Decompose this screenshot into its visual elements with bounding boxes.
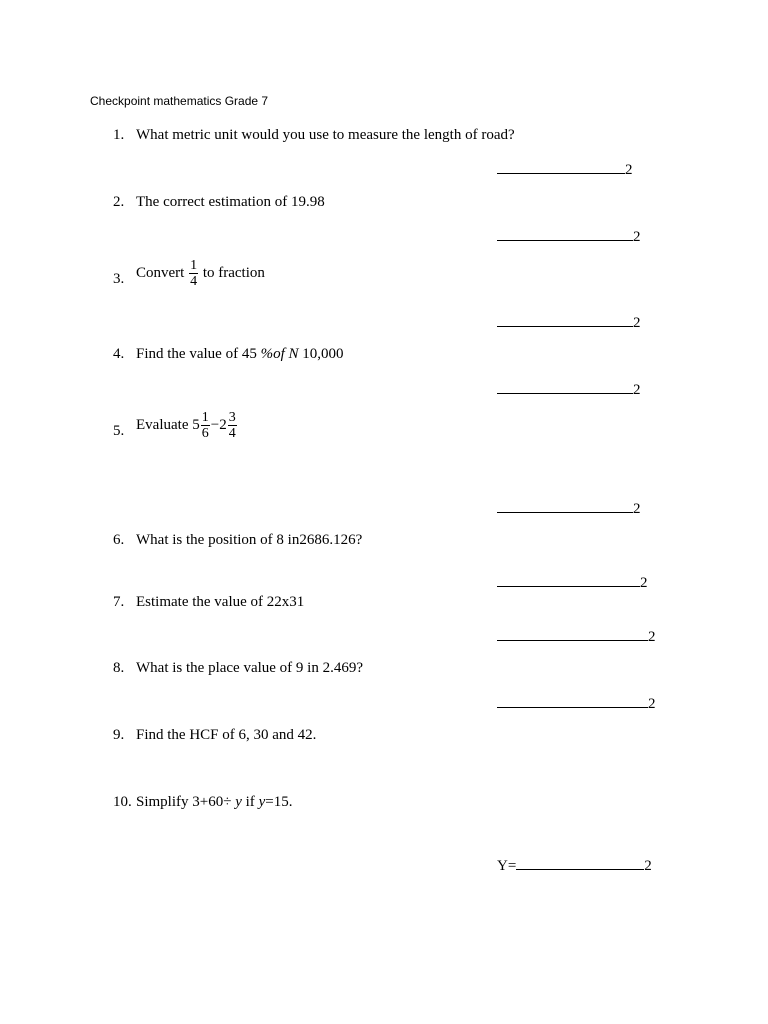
minus-sign: − <box>210 416 220 433</box>
question-number: 6. <box>113 532 125 548</box>
answer-line[interactable] <box>497 572 640 587</box>
text-segment: The correct estimation of <box>136 194 291 210</box>
math-expression: 3+60 <box>192 794 224 810</box>
marks: 2 <box>640 575 648 591</box>
question-number: 9. <box>113 727 125 743</box>
question-number: 7. <box>113 594 125 610</box>
answer-blank-4[interactable] <box>497 379 641 399</box>
answer-blank-5[interactable] <box>497 498 641 518</box>
answer-blank-2[interactable] <box>497 226 641 246</box>
question-text: What is the position of 8 in2686.126? <box>136 532 363 548</box>
text-segment: Convert <box>136 264 189 281</box>
question-number: 5. <box>113 423 125 439</box>
numerator: 1 <box>190 258 198 273</box>
fraction <box>201 410 210 441</box>
marks: 2 <box>633 501 641 517</box>
numerator: 1 <box>201 410 209 425</box>
math-variable: y <box>258 794 266 810</box>
answer-line[interactable] <box>497 379 633 394</box>
question-text <box>136 793 292 811</box>
math-word: of <box>273 346 285 362</box>
question-number: 2. <box>113 194 125 210</box>
answer-line[interactable] <box>497 226 633 241</box>
marks: 2 <box>633 315 641 331</box>
text-segment: if <box>245 794 255 810</box>
answer-prefix: Y= <box>497 858 517 874</box>
marks: 2 <box>625 162 633 178</box>
denominator: 6 <box>201 426 209 441</box>
math-symbol: % <box>260 346 274 362</box>
question-number: 1. <box>113 127 125 143</box>
answer-line[interactable] <box>497 626 648 641</box>
answer-line[interactable] <box>516 855 644 870</box>
question-number: 4. <box>113 346 125 362</box>
denominator: 4 <box>190 274 198 289</box>
answer-blank-3[interactable] <box>497 312 641 332</box>
question-text: Find the HCF of 6, 30 and 42. <box>136 727 317 743</box>
question-text: Estimate the value of 22x31 <box>136 594 305 610</box>
text-segment: Simplify <box>136 794 193 810</box>
math-number: 45 <box>241 346 257 362</box>
question-text: What is the place value of 9 in 2.469? <box>136 660 364 676</box>
math-expression: =15 <box>265 794 289 810</box>
answer-blank-7[interactable] <box>497 626 656 646</box>
math-variable: y <box>235 794 242 810</box>
marks: 2 <box>648 696 656 712</box>
whole-number: 2 <box>219 416 227 433</box>
question-number: 10. <box>113 794 132 810</box>
denominator: 4 <box>228 426 236 441</box>
answer-blank-1[interactable] <box>497 159 633 179</box>
text-segment: Find the value of <box>136 346 242 362</box>
answer-line[interactable] <box>497 693 648 708</box>
divide-sign: ÷ <box>223 794 232 810</box>
question-text <box>136 258 265 289</box>
answer-blank-6[interactable] <box>497 572 648 592</box>
answer-line[interactable] <box>497 498 633 513</box>
numerator: 3 <box>228 410 236 425</box>
question-text <box>136 345 344 363</box>
question-text <box>136 410 238 441</box>
fraction <box>189 258 198 289</box>
marks: 2 <box>644 858 652 874</box>
fraction <box>228 410 237 441</box>
question-text: What metric unit would you use to measure the length of road? <box>136 127 515 143</box>
text-segment: . <box>288 794 293 810</box>
answer-line[interactable] <box>497 159 625 174</box>
answer-blank-10[interactable] <box>497 855 652 875</box>
answer-line[interactable] <box>497 312 633 327</box>
question-number: 3. <box>113 271 125 287</box>
question-text <box>136 193 325 211</box>
marks: 2 <box>633 229 641 245</box>
page-header: Checkpoint mathematics Grade 7 <box>90 94 269 108</box>
marks: 2 <box>648 629 656 645</box>
math-variable: N <box>288 346 299 362</box>
math-number: 10,000 <box>302 346 344 362</box>
marks: 2 <box>633 382 641 398</box>
answer-blank-8[interactable] <box>497 693 656 713</box>
question-number: 8. <box>113 660 125 676</box>
number-value: 19.98 <box>290 194 325 210</box>
text-segment: Evaluate <box>136 416 193 433</box>
whole-number: 5 <box>192 416 200 433</box>
text-segment: to fraction <box>199 264 265 281</box>
